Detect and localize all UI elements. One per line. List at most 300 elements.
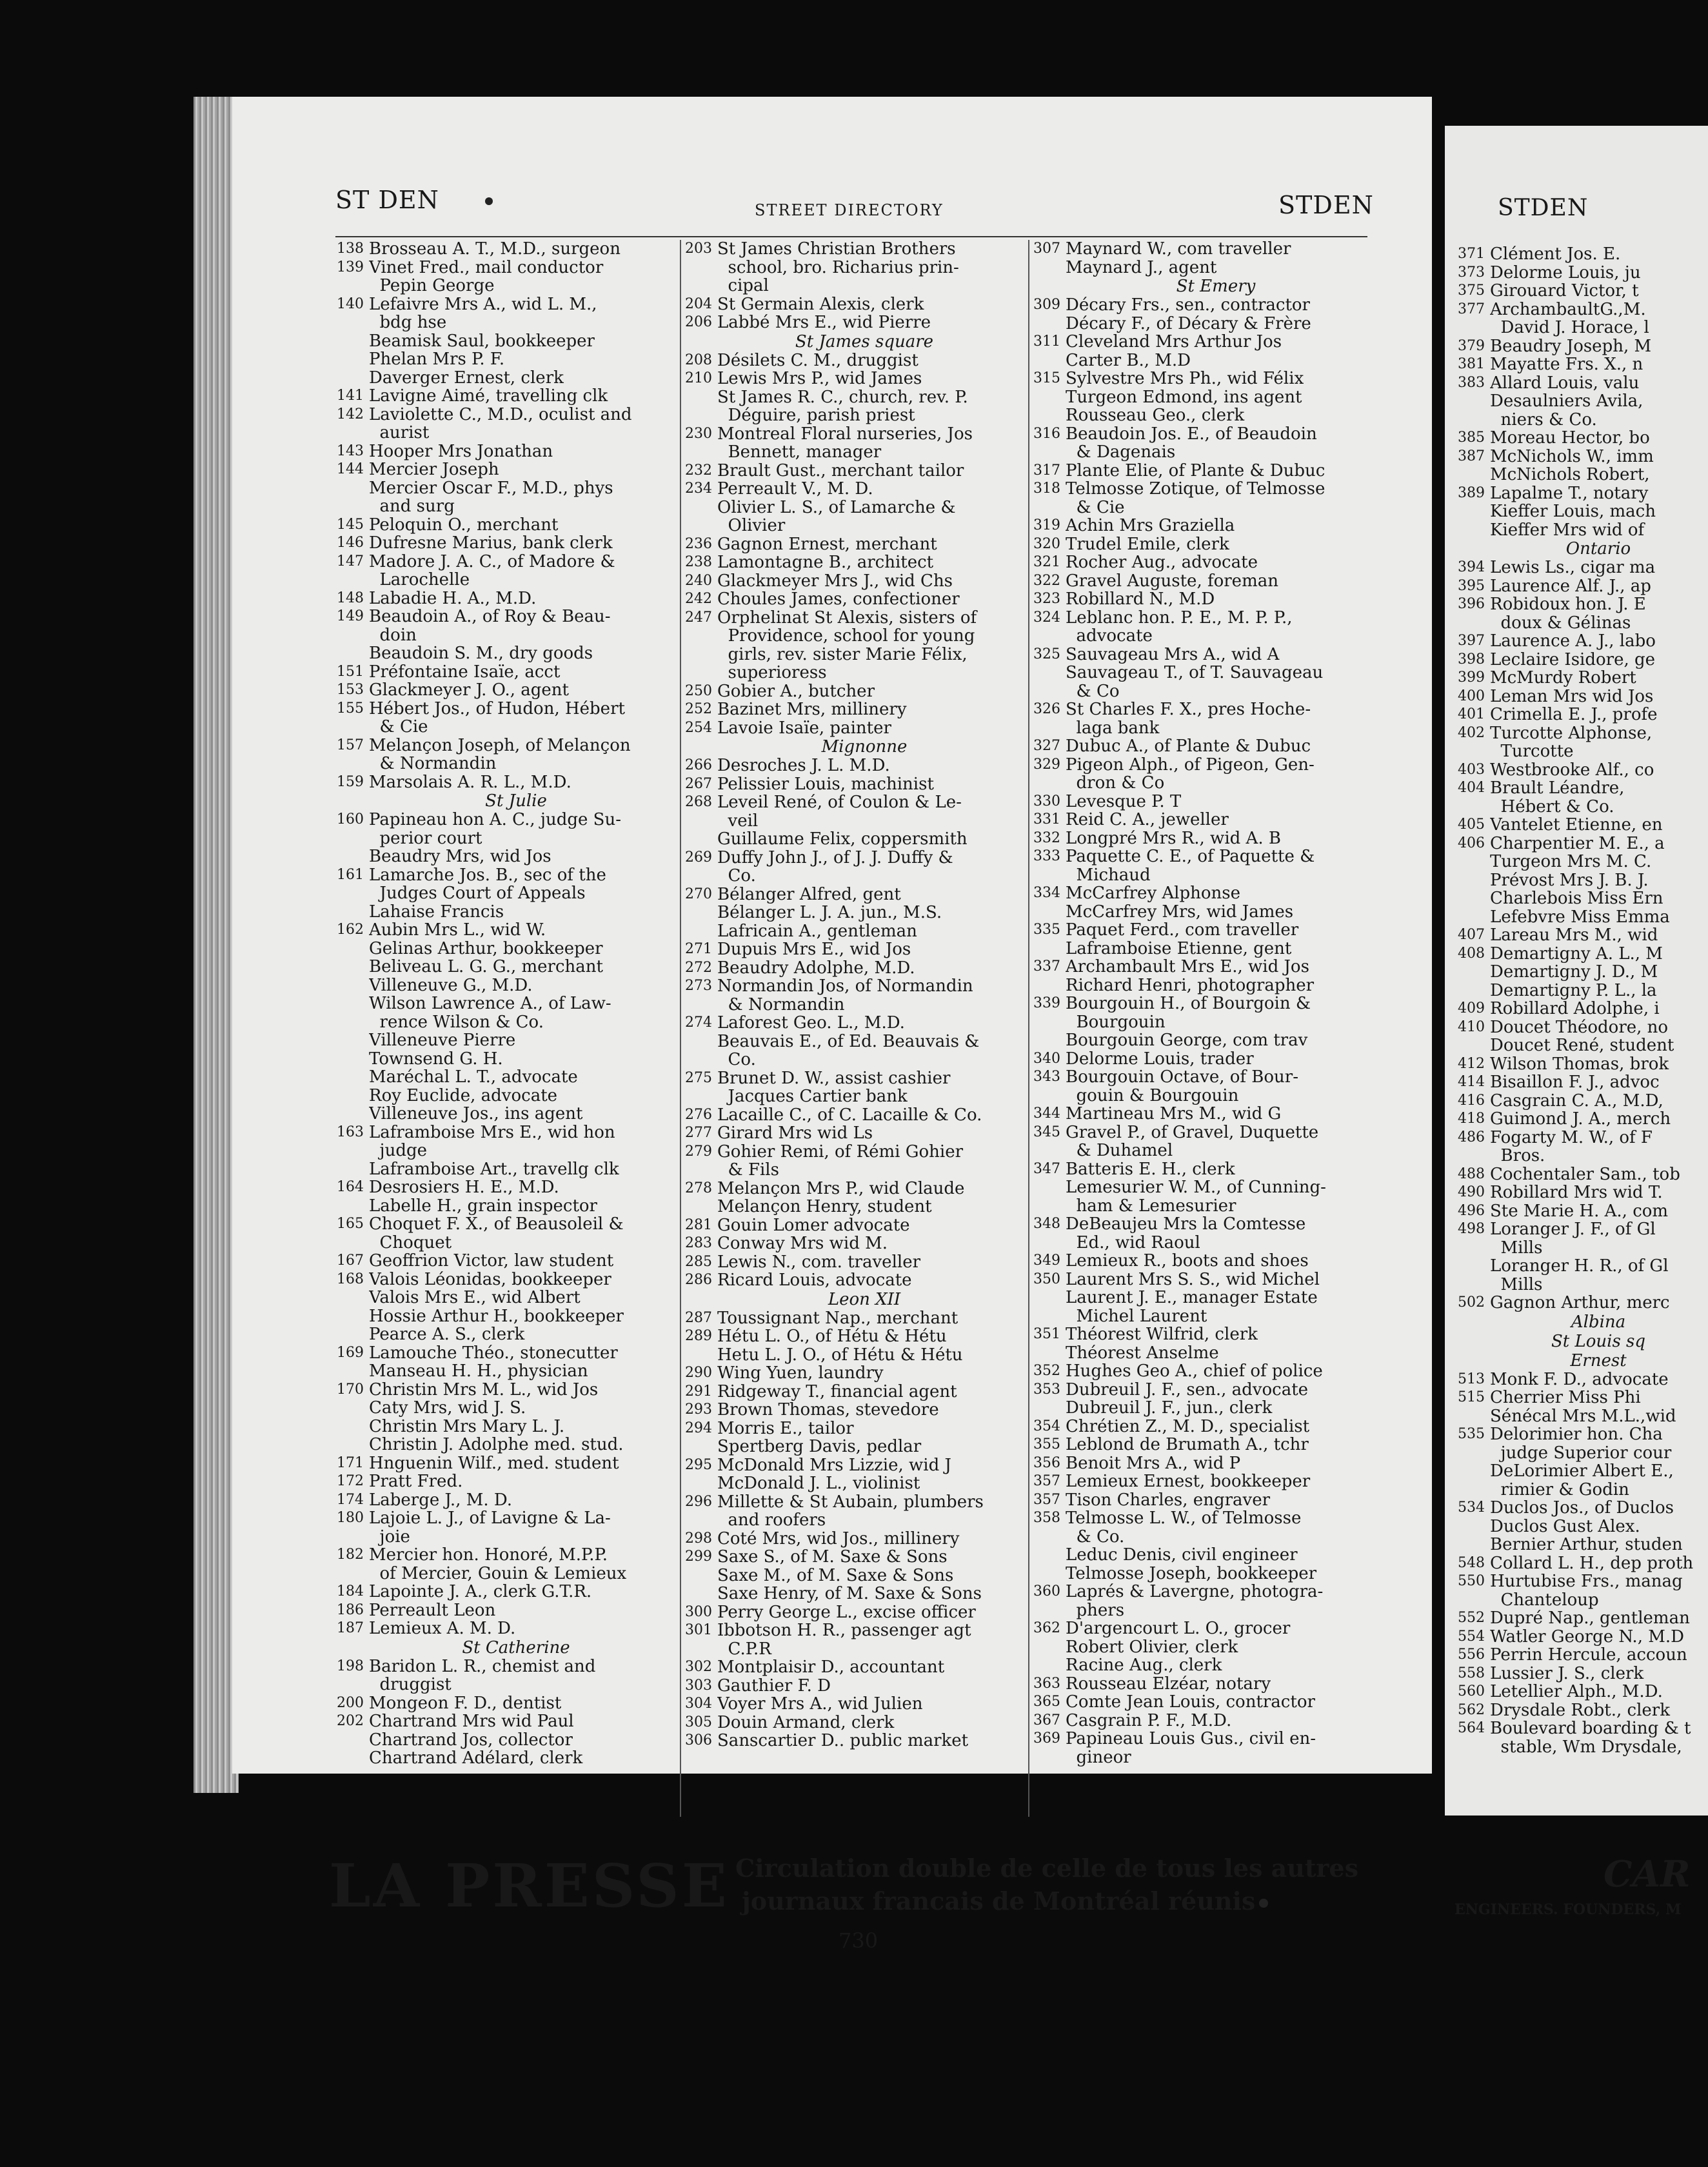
resident-text: Bourgouin George, com trav — [1066, 1031, 1308, 1050]
house-number — [1456, 1407, 1490, 1426]
house-number: 307 — [1033, 241, 1060, 257]
directory-entry — [1456, 448, 1708, 466]
resident-text: Kieffer Mrs wid of — [1490, 520, 1645, 539]
directory-entry — [335, 737, 671, 755]
directory-column-2 — [684, 240, 1019, 1820]
house-number — [684, 922, 717, 941]
house-number — [335, 1087, 369, 1105]
resident-text: Archambault Mrs E., wid Jos — [1066, 958, 1309, 976]
house-number: 337 — [1033, 958, 1060, 975]
house-number — [1032, 1601, 1066, 1620]
directory-entry — [1456, 1183, 1708, 1202]
resident-text: Duclos Gust Alex. — [1490, 1517, 1640, 1536]
resident-text: Allard Louis, valu — [1490, 373, 1640, 392]
house-number — [335, 1731, 369, 1750]
directory-entry — [684, 627, 1019, 646]
resident-text: Demartigny P. L., la — [1490, 981, 1657, 1000]
house-number: 304 — [685, 1696, 712, 1712]
house-number — [1032, 976, 1066, 995]
resident-text: Plante Elie, of Plante & Dubuc — [1066, 461, 1326, 480]
directory-entry — [1032, 406, 1374, 425]
house-number — [1032, 1344, 1066, 1363]
house-number: 305 — [685, 1714, 712, 1730]
resident-text: Lefebvre Miss Emma — [1490, 907, 1670, 926]
resident-text: Lareau Mrs M., wid — [1490, 926, 1658, 945]
house-number: 151 — [337, 663, 364, 680]
directory-entry — [335, 497, 671, 516]
resident-text: Maynard W., com traveller — [1066, 240, 1291, 259]
directory-entry — [335, 1546, 671, 1565]
directory-entry — [684, 1530, 1019, 1549]
directory-entry — [1456, 1165, 1708, 1184]
resident-text: Robidoux hon. J. E — [1490, 595, 1646, 614]
resident-text: Lahaise Francis — [369, 902, 504, 921]
resident-text: Laframboise Mrs E., wid hon — [369, 1123, 615, 1142]
directory-entry — [1456, 1536, 1708, 1554]
directory-entry — [1032, 793, 1374, 811]
house-number: 145 — [337, 516, 364, 533]
resident-text: Dubreuil J. F., jun., clerk — [1066, 1399, 1273, 1418]
resident-text: Gagnon Arthur, merc — [1490, 1294, 1670, 1312]
resident-text: Beauvais E., of Ed. Beauvais & — [717, 1032, 980, 1051]
directory-entry — [1032, 1619, 1374, 1638]
resident-text: Phelan Mrs P. F. — [369, 350, 505, 369]
house-number: 268 — [685, 794, 712, 810]
directory-entry — [684, 443, 1019, 462]
directory-entry — [684, 886, 1019, 904]
directory-entry — [1032, 1050, 1374, 1069]
house-number — [684, 1161, 717, 1180]
directory-entry — [1032, 1675, 1374, 1694]
street-heading: Ontario — [1565, 539, 1631, 559]
resident-text: Gagnon Ernest, merchant — [717, 535, 937, 553]
directory-entry — [335, 755, 671, 773]
resident-text: McCarfrey Mrs, wid James — [1066, 902, 1294, 921]
directory-entry — [1456, 595, 1708, 614]
resident-text: Labadie H. A., M.D. — [369, 589, 537, 608]
directory-entry — [1456, 1554, 1708, 1573]
resident-text: Choquet — [369, 1233, 452, 1252]
house-number — [335, 644, 369, 663]
directory-entry — [1032, 1271, 1374, 1289]
directory-entry — [1456, 669, 1708, 688]
resident-text: Beaudoin Jos. E., of Beaudoin — [1066, 424, 1317, 443]
resident-text: Aubin Mrs L., wid W. — [369, 921, 546, 940]
resident-text: Hnguenin Wilf., med. student — [369, 1454, 619, 1472]
house-number: 556 — [1458, 1647, 1485, 1663]
house-number: 331 — [1033, 811, 1060, 827]
house-number: 165 — [337, 1216, 364, 1232]
resident-text: Laframboise Etienne, gent — [1066, 939, 1292, 958]
directory-entry — [335, 313, 671, 332]
resident-text: Townsend G. H. — [369, 1049, 503, 1068]
house-number: 362 — [1033, 1620, 1060, 1636]
directory-entry — [1032, 700, 1374, 719]
resident-text: Co. — [717, 867, 756, 886]
directory-entry — [684, 922, 1019, 941]
directory-entry — [1032, 1252, 1374, 1271]
resident-text: of Mercier, Gouin & Lemieux — [369, 1564, 627, 1583]
house-number: 355 — [1033, 1436, 1060, 1452]
resident-text: dron & Co — [1066, 774, 1165, 793]
directory-entry — [684, 1621, 1019, 1640]
directory-entry — [1032, 1381, 1374, 1400]
house-number: 344 — [1033, 1105, 1060, 1122]
resident-text: doin — [369, 626, 417, 644]
directory-entry — [1032, 1031, 1374, 1050]
house-number: 340 — [1033, 1050, 1060, 1067]
house-number: 200 — [337, 1694, 364, 1711]
resident-text: Longpré Mrs R., wid A. B — [1066, 829, 1281, 847]
house-number — [335, 313, 369, 332]
directory-entry — [335, 1142, 671, 1160]
house-number: 250 — [685, 682, 712, 699]
house-number: 171 — [337, 1454, 364, 1471]
directory-entry — [1456, 816, 1708, 835]
directory-entry — [335, 1601, 671, 1620]
directory-entry — [1456, 724, 1708, 743]
directory-entry — [1032, 572, 1374, 591]
resident-text: Brosseau A. T., M.D., surgeon — [369, 240, 621, 259]
house-number: 345 — [1033, 1123, 1060, 1140]
resident-text: Richard Henri, photographer — [1066, 976, 1315, 994]
directory-entry — [335, 1694, 671, 1713]
directory-entry — [1032, 1123, 1374, 1142]
resident-text: Bisaillon F. J., advoc — [1490, 1073, 1660, 1092]
directory-entry — [1032, 517, 1374, 535]
directory-entry — [684, 1401, 1019, 1420]
directory-entry — [335, 1031, 671, 1050]
directory-entry — [684, 240, 1019, 259]
directory-entry — [1456, 319, 1708, 337]
resident-text: Laprés & Lavergne, photogra- — [1066, 1583, 1324, 1601]
resident-text: Dubuc A., of Plante & Dubuc — [1066, 737, 1311, 756]
directory-entry — [335, 700, 671, 718]
house-number: 357 — [1033, 1491, 1060, 1508]
house-number: 490 — [1458, 1184, 1485, 1200]
directory-entry — [1456, 301, 1708, 319]
directory-entry — [1456, 1055, 1708, 1074]
resident-text: Charlebois Miss Ern — [1490, 889, 1663, 908]
directory-entry — [1456, 1092, 1708, 1111]
resident-text: Wing Yuen, laundry — [717, 1364, 884, 1383]
house-number — [1032, 627, 1066, 646]
resident-text: Guimond J. A., merch — [1490, 1110, 1671, 1129]
resident-text: Pratt Fred. — [369, 1472, 463, 1491]
resident-text: Drysdale Robt., clerk — [1490, 1701, 1670, 1719]
house-number — [1032, 499, 1066, 517]
directory-entry — [335, 1215, 671, 1234]
resident-text: & Dagenais — [1066, 443, 1176, 462]
house-number — [335, 994, 369, 1013]
directory-entry — [1456, 945, 1708, 964]
house-number: 325 — [1033, 646, 1060, 662]
house-number: 407 — [1458, 927, 1485, 943]
house-number — [335, 1399, 369, 1418]
house-number — [1456, 1481, 1490, 1499]
house-number — [1032, 351, 1066, 370]
resident-text: Lavigne Aimé, travelling clk — [369, 387, 608, 406]
house-number — [1032, 682, 1066, 701]
house-number — [1456, 742, 1490, 761]
resident-text: Vinet Fred., mail conductor — [369, 258, 604, 277]
directory-entry — [335, 516, 671, 535]
resident-text: Préfontaine Isaïe, acct — [369, 662, 561, 681]
house-number: 379 — [1458, 337, 1485, 354]
house-number — [684, 259, 717, 277]
directory-entry — [684, 682, 1019, 701]
resident-text: niers & Co. — [1490, 410, 1597, 429]
page-number: 730 — [839, 1928, 879, 1953]
directory-entry — [684, 609, 1019, 628]
house-number: 311 — [1033, 333, 1060, 350]
directory-entry — [1032, 370, 1374, 388]
directory-entry — [684, 1051, 1019, 1069]
house-number — [335, 479, 369, 498]
resident-text: Beamisk Saul, bookkeeper — [369, 331, 595, 350]
resident-text: Dupuis Mrs E., wid Jos — [717, 940, 911, 959]
house-number — [335, 1142, 369, 1160]
resident-text: Hughes Geo A., chief of police — [1066, 1362, 1323, 1381]
resident-text: Montplaisir D., accountant — [717, 1658, 945, 1677]
resident-text: Loranger H. R., of Gl — [1490, 1257, 1669, 1276]
directory-entry — [335, 571, 671, 589]
house-number: 296 — [685, 1493, 712, 1510]
directory-entry — [335, 829, 671, 848]
directory-entry — [684, 370, 1019, 388]
directory-entry — [335, 608, 671, 626]
directory-entry — [1456, 1665, 1708, 1683]
directory-entry — [684, 572, 1019, 591]
directory-entry — [335, 1381, 671, 1400]
house-number — [1456, 908, 1490, 927]
directory-entry — [684, 1216, 1019, 1235]
house-number — [684, 1346, 717, 1365]
resident-text: Lemieux Ernest, bookkeeper — [1066, 1472, 1311, 1491]
resident-text: Michaud — [1066, 866, 1151, 884]
resident-text: Paquette C. E., of Paquette & — [1066, 847, 1315, 866]
house-number: 266 — [685, 757, 712, 773]
house-number: 230 — [685, 425, 712, 442]
resident-text: Ed., wid Raoul — [1066, 1233, 1200, 1252]
resident-text: ArchambaultG.,M. — [1490, 300, 1646, 319]
resident-text: Chartrand Adélard, clerk — [369, 1749, 583, 1768]
house-number — [684, 1438, 717, 1456]
resident-text: Cherrier Miss Phi — [1490, 1389, 1641, 1407]
directory-entry — [684, 793, 1019, 812]
directory-entry — [1032, 443, 1374, 462]
house-number — [1456, 466, 1490, 484]
resident-text: Doucet René, student — [1490, 1036, 1674, 1055]
directory-entry — [684, 277, 1019, 295]
house-number: 247 — [685, 609, 712, 626]
resident-text: Turgeon Edmond, ins agent — [1066, 388, 1302, 406]
resident-text: Laurent Mrs S. S., wid Michel — [1066, 1270, 1320, 1289]
house-number: 302 — [685, 1659, 712, 1675]
directory-entry — [1456, 835, 1708, 853]
directory-entry — [1456, 1000, 1708, 1018]
directory-entry — [1032, 480, 1374, 499]
resident-text: Co. — [717, 1051, 756, 1069]
resident-text: judge Superior cour — [1490, 1443, 1672, 1462]
directory-entry — [684, 1493, 1019, 1512]
house-number: 412 — [1458, 1055, 1485, 1072]
resident-text: Leclaire Isidore, ge — [1490, 650, 1656, 669]
house-number: 404 — [1458, 780, 1485, 796]
directory-entry — [1456, 1294, 1708, 1312]
house-number: 301 — [685, 1622, 712, 1638]
resident-text: Beaudoin A., of Roy & Beau- — [369, 608, 611, 626]
directory-entry — [1032, 351, 1374, 370]
house-number: 329 — [1033, 756, 1060, 773]
ink-mark — [485, 197, 493, 205]
house-number: 147 — [337, 553, 364, 569]
house-number: 267 — [685, 775, 712, 792]
directory-entry — [335, 903, 671, 922]
house-number: 515 — [1458, 1389, 1485, 1405]
directory-entry — [335, 295, 671, 314]
directory-entry — [684, 996, 1019, 1014]
house-number: 182 — [337, 1547, 364, 1563]
resident-text: Ricard Louis, advocate — [717, 1271, 912, 1290]
directory-entry — [335, 1271, 671, 1289]
house-number: 334 — [1033, 885, 1060, 901]
house-number — [1032, 259, 1066, 277]
house-number — [335, 884, 369, 903]
house-number: 560 — [1458, 1683, 1485, 1699]
house-number — [684, 1051, 717, 1069]
directory-entry — [1456, 1129, 1708, 1147]
directory-entry — [1032, 682, 1374, 701]
house-number — [1456, 1591, 1490, 1610]
house-number: 349 — [1033, 1252, 1060, 1269]
house-number: 270 — [685, 886, 712, 902]
directory-entry — [335, 847, 671, 866]
house-number: 317 — [1033, 462, 1060, 479]
directory-entry — [1456, 1018, 1708, 1037]
house-number: 318 — [1033, 480, 1060, 497]
resident-text: Lamontagne B., architect — [717, 553, 934, 572]
directory-entry — [1456, 853, 1708, 871]
resident-text: Robillard Adolphe, i — [1490, 1000, 1660, 1018]
resident-text: Sylvestre Mrs Ph., wid Félix — [1066, 370, 1304, 388]
directory-entry — [1032, 1142, 1374, 1160]
resident-text: and surg — [369, 497, 455, 516]
resident-text: rence Wilson & Co. — [369, 1013, 544, 1031]
resident-text: Laurence Alf. J., ap — [1490, 577, 1651, 595]
resident-text: Sauvageau T., of T. Sauvageau — [1066, 664, 1324, 682]
directory-entry — [1032, 1215, 1374, 1234]
resident-text: D'argencourt L. O., grocer — [1066, 1619, 1291, 1638]
resident-text: St James Christian Brothers — [717, 240, 956, 259]
directory-entry — [1032, 627, 1374, 646]
house-number: 408 — [1458, 945, 1485, 962]
resident-text: Moreau Hector, bo — [1490, 429, 1650, 448]
house-number: 294 — [685, 1420, 712, 1436]
resident-text: Laberge J., M. D. — [369, 1490, 513, 1509]
directory-entry — [684, 259, 1019, 277]
resident-text: Leveil René, of Coulon & Le- — [717, 793, 962, 812]
resident-text: Mercier Oscar F., M.D., phys — [369, 479, 613, 497]
resident-text: Millette & St Aubain, plumbers — [717, 1492, 984, 1511]
house-number: 162 — [337, 922, 364, 938]
resident-text: Toussignant Nap., merchant — [717, 1309, 958, 1327]
directory-entry — [684, 1253, 1019, 1272]
house-number: 534 — [1458, 1499, 1485, 1516]
street-heading: St Emery — [1176, 277, 1256, 296]
directory-entry — [335, 1325, 671, 1344]
resident-text: Monk F. D., advocate — [1490, 1370, 1669, 1389]
house-number: 335 — [1033, 922, 1060, 938]
directory-entry — [684, 1658, 1019, 1677]
house-number — [684, 1640, 717, 1659]
house-number: 277 — [685, 1125, 712, 1141]
resident-text: Lefaivre Mrs A., wid L. M., — [369, 295, 597, 313]
resident-text: Letellier Alph., M.D. — [1490, 1683, 1663, 1701]
resident-text: Comte Jean Louis, contractor — [1066, 1693, 1315, 1712]
house-number: 275 — [685, 1069, 712, 1086]
house-number: 203 — [685, 241, 712, 257]
resident-text: Melançon Henry, student — [717, 1198, 932, 1216]
house-number — [335, 1068, 369, 1087]
resident-text: & Duhamel — [1066, 1142, 1173, 1160]
house-number — [335, 1676, 369, 1694]
resident-text: Rocher Aug., advocate — [1066, 553, 1258, 572]
resident-text: Maréchal L. T., advocate — [369, 1068, 578, 1087]
directory-entry — [335, 1676, 671, 1694]
house-number — [1456, 798, 1490, 816]
resident-text: Telmosse Joseph, bookkeeper — [1066, 1564, 1317, 1583]
house-number: 371 — [1458, 246, 1485, 262]
directory-entry — [1456, 779, 1708, 798]
directory-entry — [1032, 1418, 1374, 1436]
directory-entry — [1456, 1609, 1708, 1628]
house-number — [335, 847, 369, 866]
resident-text: Chartrand Jos, collector — [369, 1730, 573, 1749]
directory-entry — [1032, 903, 1374, 922]
house-number: 159 — [337, 773, 364, 790]
house-number: 322 — [1033, 572, 1060, 589]
directory-entry — [335, 718, 671, 737]
resident-text: Providence, school for young — [717, 627, 975, 646]
directory-entry — [1456, 1202, 1708, 1221]
resident-text: McNichols W., imm — [1490, 447, 1654, 466]
directory-entry — [1032, 553, 1374, 572]
house-number: 381 — [1458, 356, 1485, 372]
house-number — [1456, 1147, 1490, 1165]
house-number — [1032, 1528, 1066, 1547]
house-number: 552 — [1458, 1610, 1485, 1626]
column-divider — [680, 240, 681, 1817]
house-number: 164 — [337, 1179, 364, 1195]
resident-text: Prévost Mrs J. B. J. — [1490, 871, 1649, 889]
resident-text: Racine Aug., clerk — [1066, 1656, 1222, 1675]
resident-text: & Normandin — [717, 995, 845, 1014]
house-number — [1032, 1748, 1066, 1767]
directory-entry — [1456, 484, 1708, 503]
house-number — [1456, 1536, 1490, 1554]
house-number: 172 — [337, 1473, 364, 1489]
directory-entry — [335, 1087, 671, 1105]
directory-entry — [1032, 1472, 1374, 1491]
house-number — [1032, 1031, 1066, 1050]
resident-text: Gauthier F. D — [717, 1676, 831, 1695]
house-number — [1032, 1289, 1066, 1307]
directory-entry — [1456, 577, 1708, 596]
house-number: 350 — [1033, 1271, 1060, 1287]
resident-text: St Germain Alexis, clerk — [717, 295, 924, 313]
directory-entry — [1456, 1719, 1708, 1738]
